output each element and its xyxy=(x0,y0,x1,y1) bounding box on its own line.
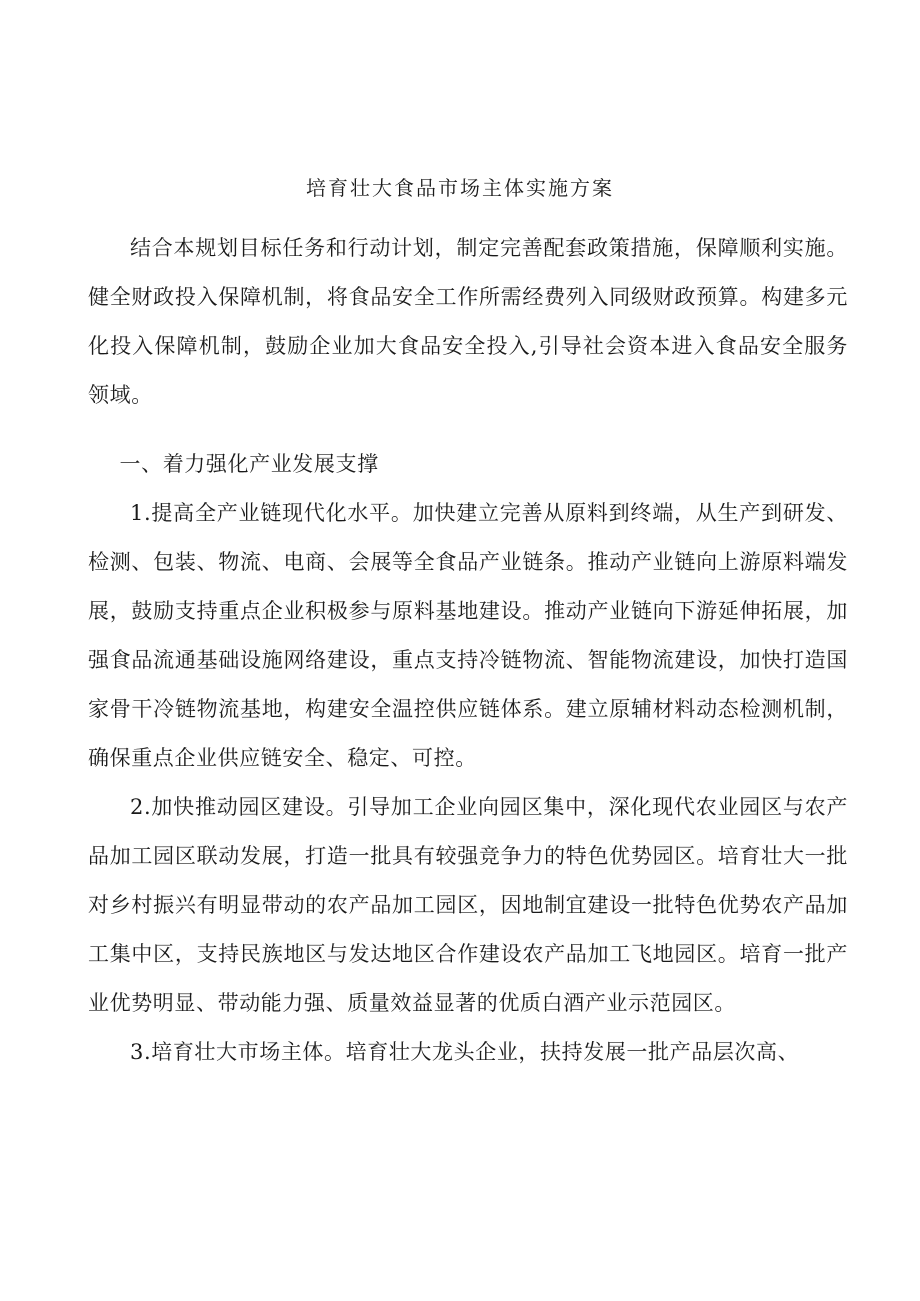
document-title: 培育壮大食品市场主体实施方案 xyxy=(306,176,614,200)
section-heading: 一、着力强化产业发展支撑 xyxy=(119,452,379,476)
section-item-2: 2.加快推动园区建设。引导加工企业向园区集中，深化现代农业园区与农产品加工园区联动发展，打造一批具有较强竞争力的特色优势园区。培育壮大一批对乡村振兴有明显带动的农产品加工园区，因地制宜建设一批特色优势农产品加工集中区，支持民族地区与发达地区合作建设农产品加工飞地园区。培育一批产业优势明显、带动能力强、质量效益显著的优质白酒产业示范园区。 xyxy=(88,795,848,1015)
section-item-1: 1.提高全产业链现代化水平。加快建立完善从原料到终端，从生产到研发、检测、包装、物流、电商、会展等全食品产业链条。推动产业链向上游原料端发展，鼓励支持重点企业积极参与原料基地建设。推动产业链向下游延伸拓展，加强食品流通基础设施网络建设，重点支持冷链物流、智能物流建设，加快打造国家骨干冷链物流基地，构建安全温控供应链体系。建立原辅材料动态检测机制，确保重点企业供应链安全、稳定、可控。 xyxy=(88,501,848,770)
document-body xyxy=(88,224,848,1077)
intro-paragraph: 结合本规划目标任务和行动计划，制定完善配套政策措施，保障顺利实施。健全财政投入保障机制，将食品安全工作所需经费列入同级财政预算。构建多元化投入保障机制，鼓励企业加大食品安全投入,引导社会资本进入食品安全服务领域。 xyxy=(88,236,848,407)
section-item-3: 3.培育壮大市场主体。培育壮大龙头企业，扶持发展一批产品层次高、 xyxy=(130,1040,800,1064)
